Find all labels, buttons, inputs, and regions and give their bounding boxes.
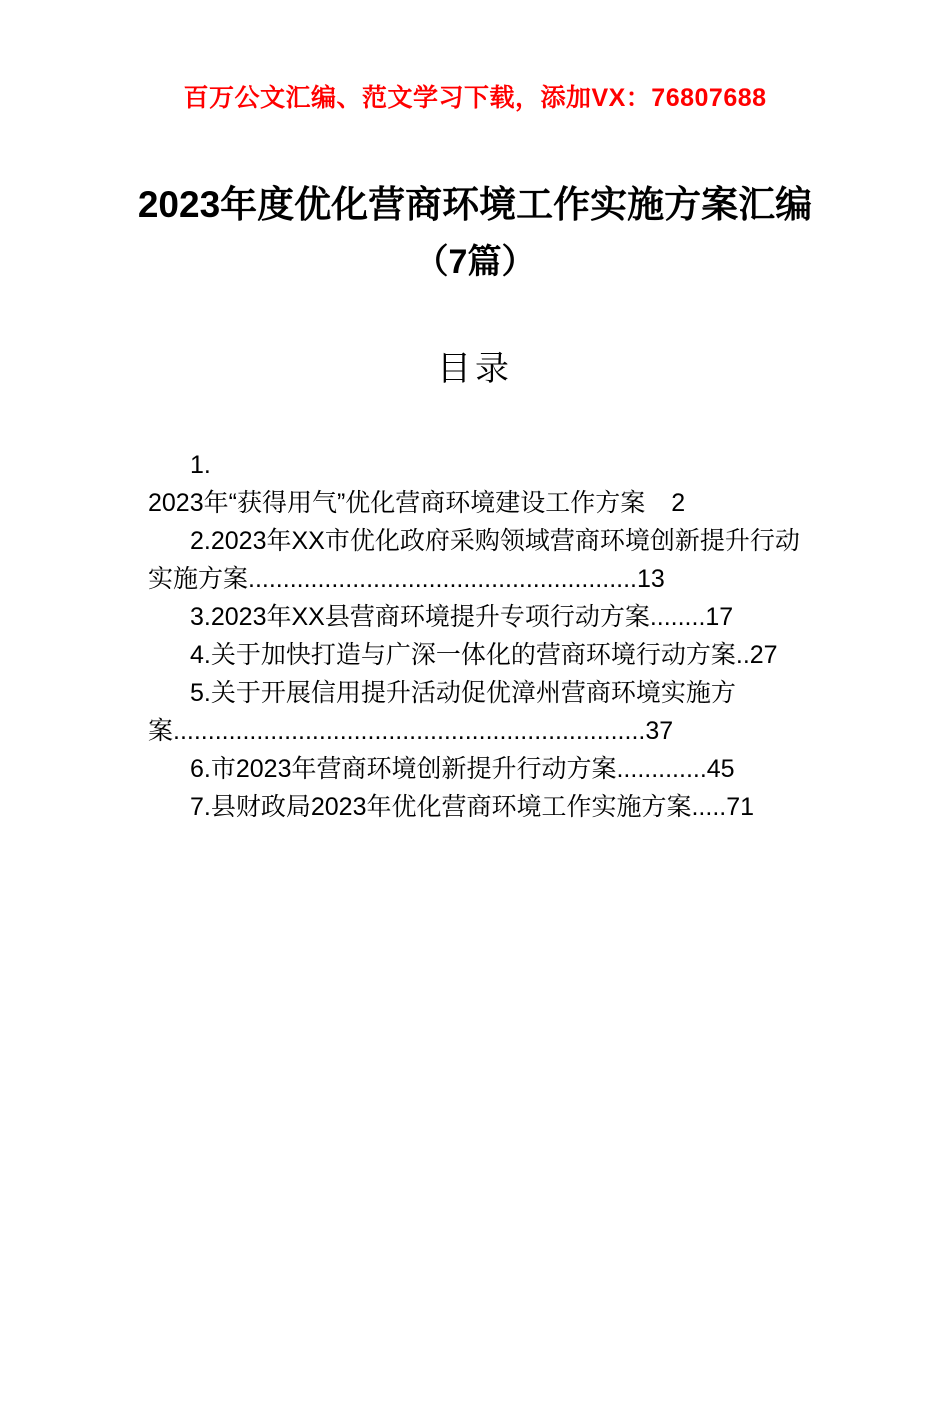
document-page: [0, 78, 950, 1422]
toc-item-page: 71: [726, 792, 755, 821]
toc-heading: 目录: [437, 349, 513, 388]
toc-leader-dots: ........: [649, 602, 706, 631]
toc-item-title: 市2023年营商环境创新提升行动方案: [210, 754, 617, 783]
toc-item[interactable]: [148, 598, 802, 636]
toc-item-number: 7.: [190, 792, 211, 821]
toc-item-page: 45: [706, 754, 735, 783]
toc-item-page: 2: [671, 488, 686, 517]
toc-item[interactable]: [148, 788, 802, 826]
toc-leader-dots: ..: [735, 640, 750, 669]
toc-item[interactable]: [148, 446, 802, 522]
toc-item-title: 2023年XX市优化政府采购领域营商环境创新提升行动实施方案: [148, 526, 800, 593]
toc-item-number: 5.: [190, 678, 211, 707]
toc-item[interactable]: [148, 522, 802, 598]
toc-leader-dots: ....................................................................: [173, 716, 646, 745]
document-subtitle: （7篇）: [414, 243, 536, 282]
toc-item[interactable]: [148, 674, 802, 750]
document-title: 2023年度优化营商环境工作实施方案汇编: [137, 184, 813, 225]
table-of-contents: [0, 446, 950, 826]
toc-item-title: 县财政局2023年优化营商环境工作实施方案: [210, 792, 692, 821]
toc-item-number: 6.: [190, 754, 211, 783]
toc-item-page: 37: [645, 716, 674, 745]
toc-leader-dots: .....: [691, 792, 727, 821]
toc-item-title: 关于加快打造与广深一体化的营商环境行动方案: [210, 640, 736, 669]
toc-leader-dots: .............: [616, 754, 707, 783]
toc-item-number: 3.: [190, 602, 211, 631]
toc-item[interactable]: [148, 636, 802, 674]
promo-banner: 百万公文汇编、范文学习下载，添加VX：76807688: [183, 84, 767, 112]
toc-item-title: 2023年XX县营商环境提升专项行动方案: [210, 602, 650, 631]
toc-item-page: 27: [749, 640, 778, 669]
toc-item-title: 关于开展信用提升活动促优漳州营商环境实施方案: [148, 678, 736, 745]
toc-item-number: 4.: [190, 640, 211, 669]
toc-item-number: 1.: [190, 450, 211, 479]
toc-leader-dots: ........................................................: [248, 564, 637, 593]
toc-item-page: 17: [705, 602, 734, 631]
toc-item-page: 13: [636, 564, 665, 593]
toc-item-title: 2023年“获得用气”优化营商环境建设工作方案: [148, 488, 646, 517]
toc-item-number: 2.: [190, 526, 211, 555]
toc-item[interactable]: [148, 750, 802, 788]
